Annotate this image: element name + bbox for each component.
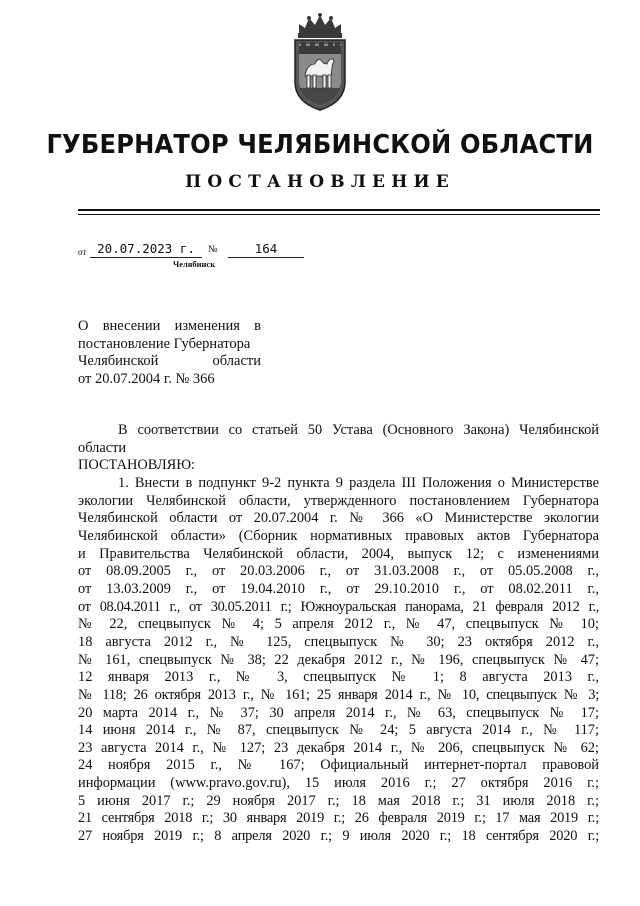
document-body [78,422,599,846]
body-line: 14 июня 2014 г., № 87, спецвыпуск № 24; 5 августа 2014 г., № 117; [78,722,599,739]
body-line: Челябинской области» (Сборник нормативных правовых актов Губернатора [78,527,599,544]
body-line: от 13.03.2009 г., от 19.04.2010 г., от 29.10.2010 г., от 08.02.2011 г., [78,580,599,597]
body-line: 18 августа 2012 г., № 125, спецвыпуск № 30; 23 октября 2012 г., [78,633,599,650]
header-divider-thin [78,214,600,215]
subject-line: постановление Губернатора [78,335,251,352]
body-line: № 118; 26 октября 2013 г., № 161; 25 января 2014 г., № 10, спецвыпуск № 3; [78,686,599,703]
document-type: ПОСТАНОВЛЕНИЕ [185,172,455,192]
document-city: Челябинск [173,259,216,269]
body-line: Челябинской области от 20.07.2004 г. № 366 «О Министерстве экологии [78,510,599,527]
body-line: 1. Внести в подпункт 9-2 пункта 9 раздела III Положения о Министерстве [118,474,599,491]
subject-line: от 20.07.2004 г. № 366 [78,370,215,387]
body-line: области [78,439,127,456]
document-date: 20.07.2023 г. [90,240,202,258]
body-line: от 08.09.2005 г., от 20.03.2006 г., от 31.03.2008 г., от 05.05.2008 г., [78,563,599,580]
body-line: 12 января 2013 г., № 3, спецвыпуск № 1; 8 августа 2013 г., [78,669,599,686]
date-prefix: от [78,247,87,257]
document-number: 164 [228,240,304,258]
body-line: 23 августа 2014 г., № 127; 23 декабря 2014 г., № 206, спецвыпуск № 62; [78,739,599,756]
body-line: 20 марта 2014 г., № 37; 30 апреля 2014 г., № 63, спецвыпуск № 17; [78,704,599,721]
body-line: информации (www.pravo.gov.ru), 15 июля 2016 г.; 27 октября 2016 г.; [78,775,599,792]
document-subject [78,318,261,388]
body-line: 5 июня 2017 г.; 29 ноября 2017 г.; 18 мая 2018 г.; 31 июля 2018 г.; [78,792,599,809]
body-line: экологии Челябинской области, утвержденного постановлением Губернатора [78,492,599,509]
body-line: и Правительства Челябинской области, 2004, выпуск 12; с изменениями [78,545,599,562]
chelyabinsk-coat-of-arms-icon [285,12,355,112]
body-line: В соответствии со статьей 50 Устава (Основного Закона) Челябинской [118,422,599,438]
subject-line: О внесении изменения в [78,318,261,334]
body-line: № 22, спецвыпуск № 4; 5 апреля 2012 г., № 47, спецвыпуск № 10; [78,616,599,633]
header-divider-thick [78,209,600,211]
body-line: 24 ноября 2015 г., № 167; Официальный интернет-портал правовой [78,757,599,774]
page-title: ГУБЕРНАТОР ЧЕЛЯБИНСКОЙ ОБЛАСТИ [46,130,594,160]
body-line: от 08.04.2011 г., от 30.05.2011 г.; Южноуральская панорама, 21 февраля 2012 г., [78,598,599,615]
decree-keyword: ПОСТАНОВЛЯЮ: [78,457,196,474]
body-line: 21 сентября 2018 г.; 30 января 2019 г.; 26 февраля 2019 г.; 17 мая 2019 г.; [78,810,599,827]
subject-line: Челябинской области [78,353,261,370]
body-line: 27 ноября 2019 г.; 8 апреля 2020 г.; 9 июля 2020 г.; 18 сентября 2020 г.; [78,828,599,845]
body-line: № 161, спецвыпуск № 38; 22 декабря 2012 г., № 196, спецвыпуск № 47; [78,651,599,668]
number-sign: № [208,244,218,255]
